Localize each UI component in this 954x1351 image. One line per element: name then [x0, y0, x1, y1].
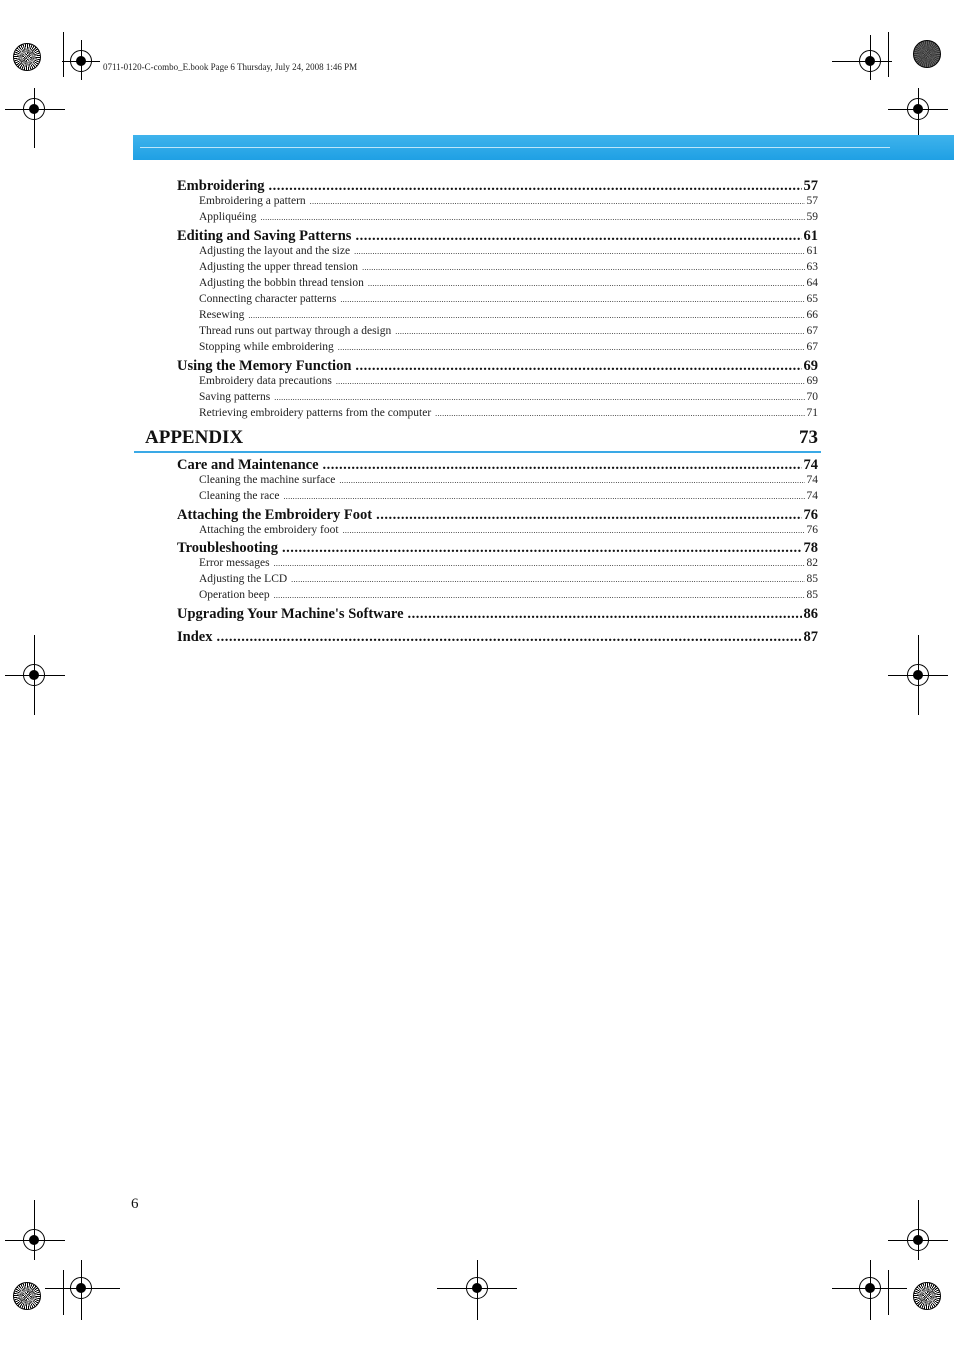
color-wheel-icon — [13, 43, 41, 71]
toc-subentry[interactable]: Adjusting the layout and the size ..... 61 — [199, 245, 818, 257]
toc-entry-index[interactable]: Index ..... 87 — [177, 629, 818, 646]
toc-entry-troubleshooting[interactable]: Troubleshooting ..... 78 — [177, 540, 818, 557]
section-title: APPENDIX — [145, 427, 244, 448]
toc-subentry[interactable]: Adjusting the upper thread tension ..... 63 — [199, 261, 818, 273]
toc-entry-embroidering[interactable]: Embroidering ..... 57 — [177, 178, 818, 195]
color-wheel-icon — [13, 1282, 41, 1310]
section-rule — [134, 451, 821, 453]
toc-subentry[interactable]: Cleaning the race ..... 74 — [199, 490, 818, 502]
toc-entry-care[interactable]: Care and Maintenance ..... 74 — [177, 457, 818, 474]
toc-subentry[interactable]: Stopping while embroidering ..... 67 — [199, 341, 818, 353]
color-wheel-icon — [913, 40, 941, 68]
toc-subentry[interactable]: Attaching the embroidery foot ..... 76 — [199, 524, 818, 536]
section-page: 73 — [799, 427, 818, 448]
section-heading-appendix[interactable] — [145, 427, 818, 449]
toc-entry-software[interactable]: Upgrading Your Machine's Software ..... 86 — [177, 606, 818, 623]
toc-subentry[interactable]: Embroidery data precautions ..... 69 — [199, 375, 818, 387]
page-number: 6 — [131, 1196, 139, 1212]
header-band-line — [140, 147, 890, 148]
toc-subentry[interactable]: Thread runs out partway through a design ..... 67 — [199, 325, 818, 337]
toc-subentry[interactable]: Connecting character patterns ..... 65 — [199, 293, 818, 305]
toc-subentry[interactable]: Resewing ..... 66 — [199, 309, 818, 321]
toc-entry-editing[interactable]: Editing and Saving Patterns ..... 61 — [177, 228, 818, 245]
toc-subentry[interactable]: Operation beep ..... 85 — [199, 589, 818, 601]
toc-entry-foot[interactable]: Attaching the Embroidery Foot ..... 76 — [177, 507, 818, 524]
toc-subentry[interactable]: Saving patterns ..... 70 — [199, 391, 818, 403]
toc-entry-memory[interactable]: Using the Memory Function ..... 69 — [177, 358, 818, 375]
toc-subentry[interactable]: Embroidering a pattern ..... 57 — [199, 195, 818, 207]
color-wheel-icon — [913, 1282, 941, 1310]
toc-subentry[interactable]: Adjusting the bobbin thread tension ..... 64 — [199, 277, 818, 289]
print-header: 0711-0120-C-combo_E.book Page 6 Thursday, July 24, 2008 1:46 PM — [103, 62, 358, 72]
toc-subentry[interactable]: Cleaning the machine surface ..... 74 — [199, 474, 818, 486]
toc-subentry[interactable]: Error messages ..... 82 — [199, 557, 818, 569]
toc-subentry[interactable]: Retrieving embroidery patterns from the computer ..... 71 — [199, 407, 818, 419]
toc-subentry[interactable]: Appliquéing ..... 59 — [199, 211, 818, 223]
toc-subentry[interactable]: Adjusting the LCD ..... 85 — [199, 573, 818, 585]
